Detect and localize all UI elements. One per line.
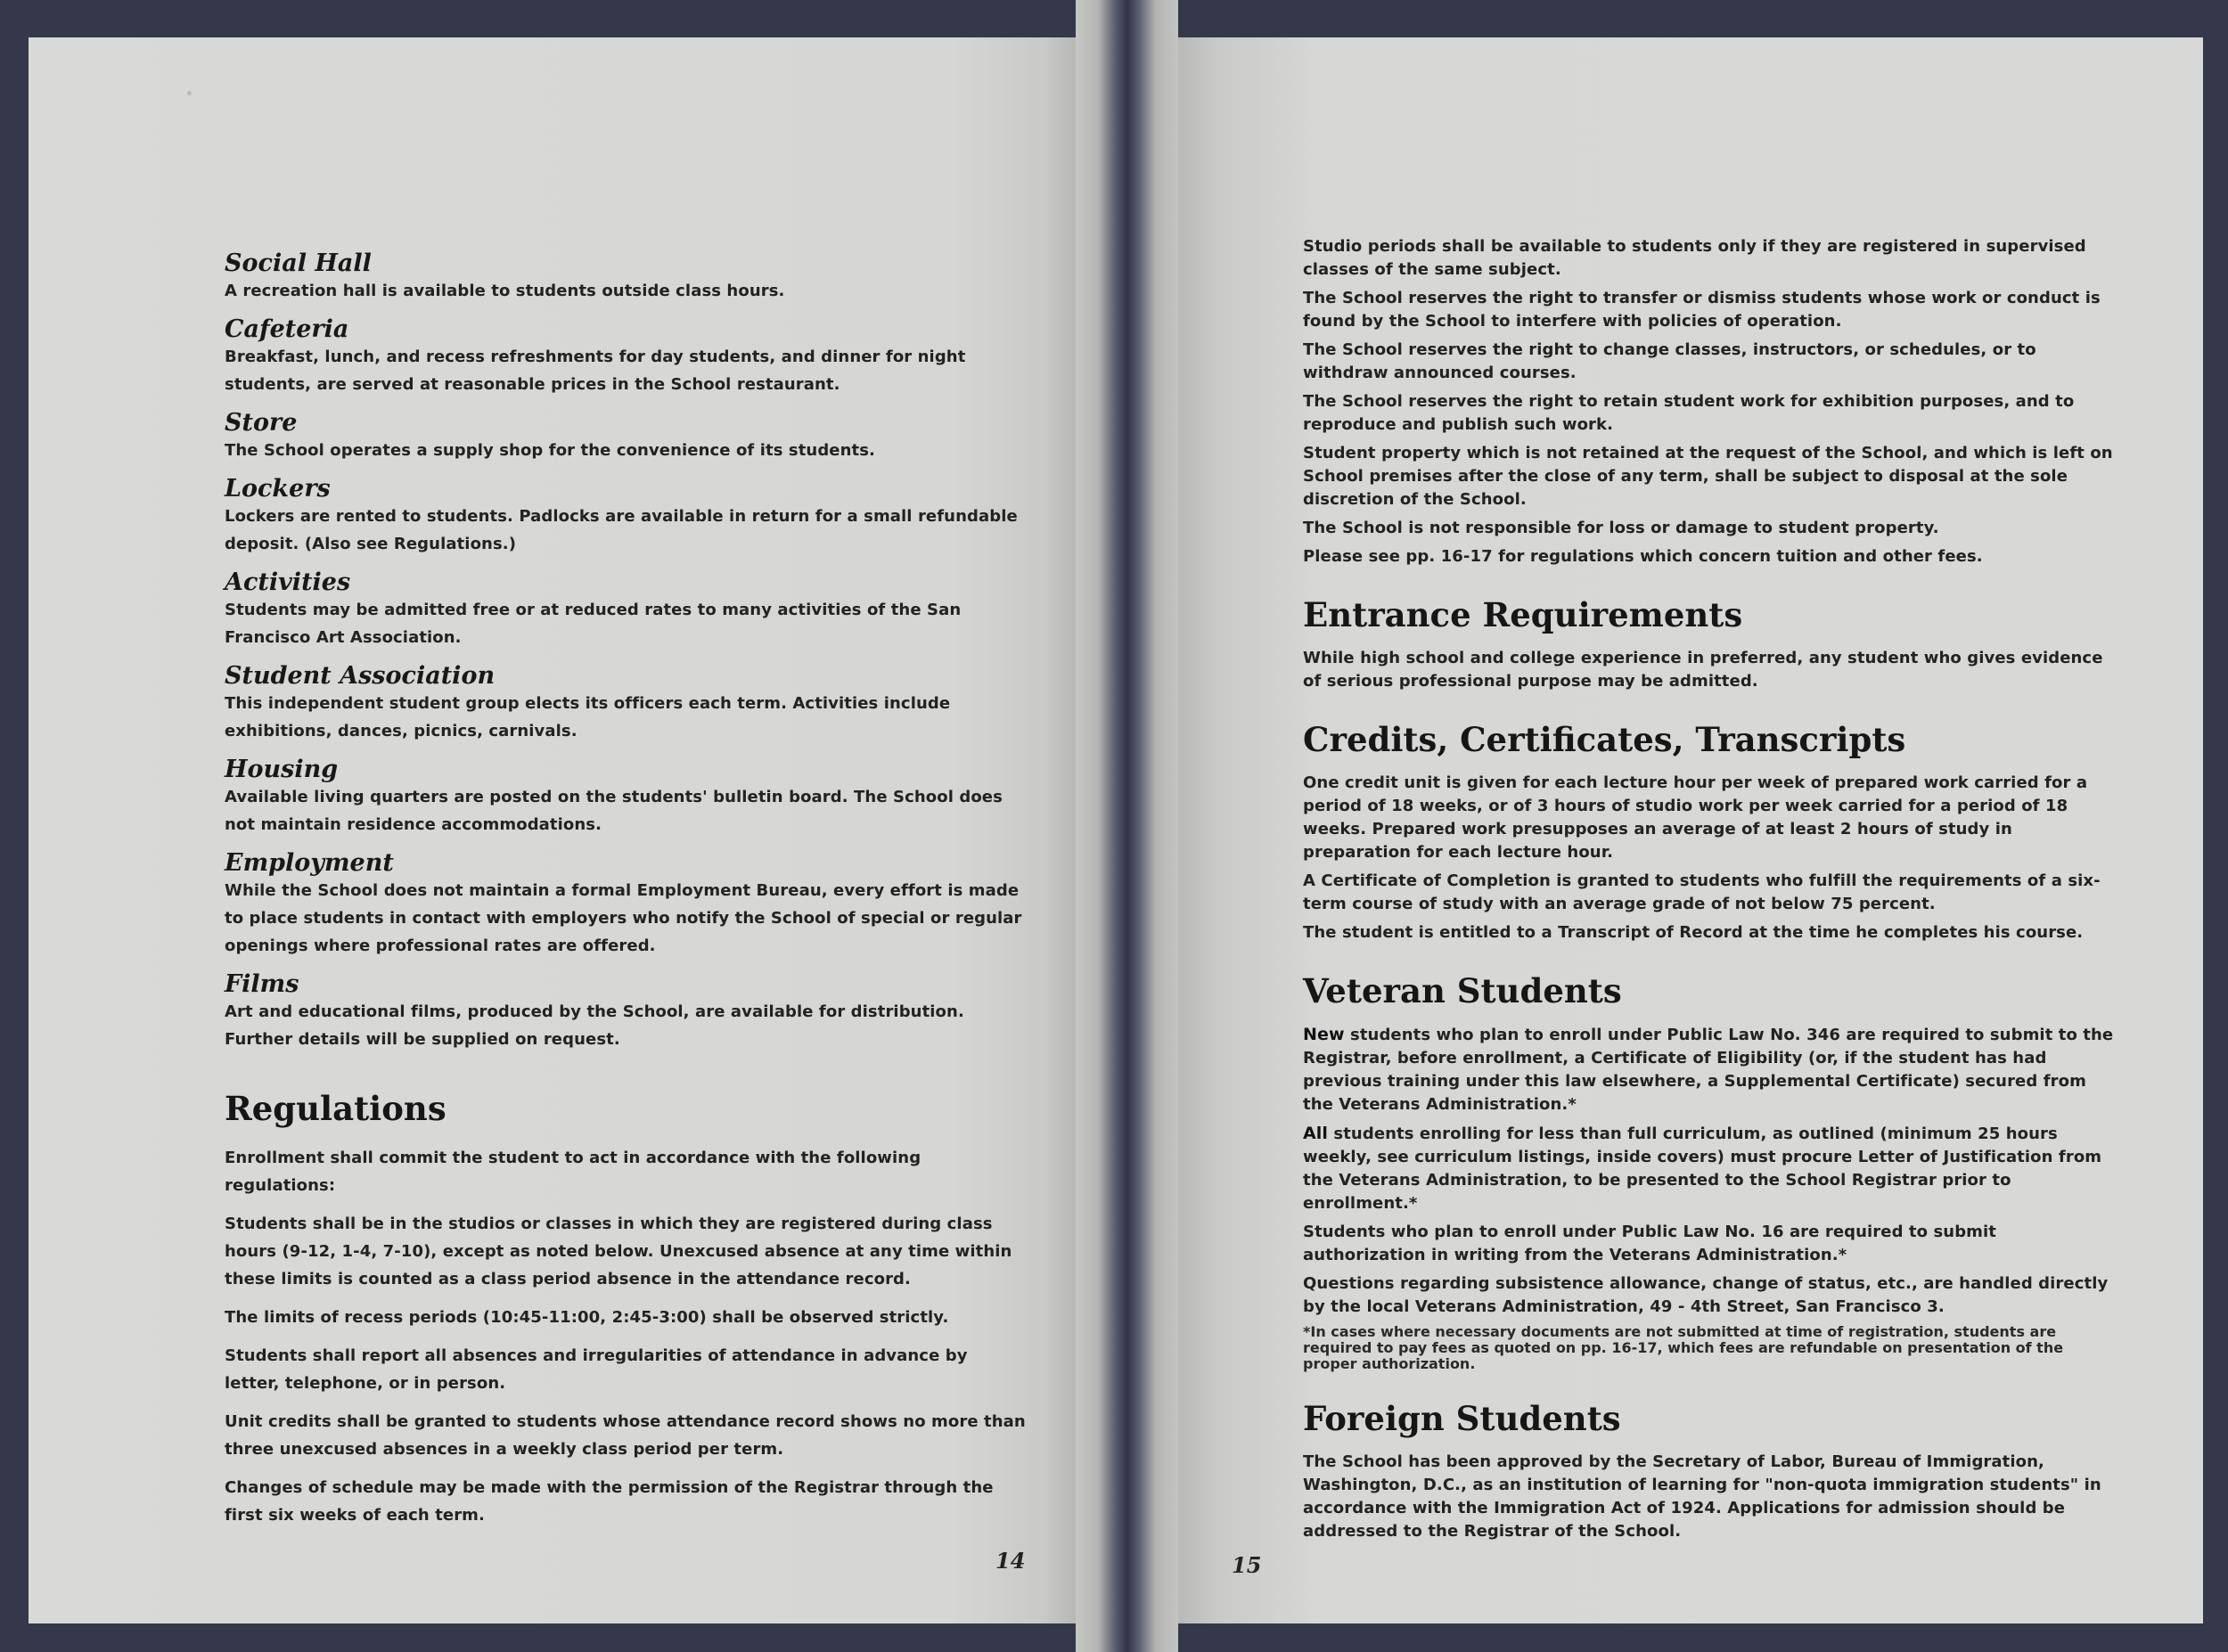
heading-entrance-requirements: Entrance Requirements [1303,595,1743,634]
intro-paragraph: Student property which is not retained at the request of the School, and which is left on School premises after the close of any term, shall be subject to disposal at the sole discretion of the School. [1303,444,2113,509]
credits-paragraph: A Certificate of Completion is granted to students who fulfill the requirements of a six-term course of study with an average grade of not below 75 percent. [1303,871,2101,913]
paper-speck [187,91,192,95]
paragraph-store: The School operates a supply shop for the convenience of its students. [225,441,875,460]
paragraph-cafeteria: Breakfast, lunch, and recess refreshments for day students, and dinner for night students, are served at reasonable prices in the School restaurant. [225,348,966,394]
heading-store: Store [225,409,298,437]
regulations-paragraph: Enrollment shall commit the student to act in accordance with the following regulations: [225,1149,922,1195]
intro-paragraph: The School reserves the right to change classes, instructors, or schedules, or to withdraw announced courses. [1303,340,2036,382]
page-number-right: 15 [1232,1552,1262,1578]
paragraph-employment: While the School does not maintain a formal Employment Bureau, every effort is made to place students in contact with employers who notify the School of special or regular openings where professional rates are offered. [225,881,1022,955]
paragraph-student-association: This independent student group elects its officers each term. Activities include exhibitions, dances, picnics, carnivals. [225,694,951,740]
paragraph-films: Art and educational films, produced by the School, are available for distribution. Further details will be supplied on request. [225,1002,964,1049]
right-page [1178,37,2203,1623]
intro-paragraph: Studio periods shall be available to students only if they are registered in supervised classes of the same subject. [1303,237,2086,279]
book-gutter [1076,0,1178,1652]
paragraph-activities: Students may be admitted free or at reduced rates to many activities of the San Francisco Art Association. [225,601,962,647]
veteran-all-paragraph [1303,1122,2116,1215]
intro-paragraph: The School reserves the right to transfer or dismiss students whose work or conduct is found by the School to interfere with policies of operation. [1303,289,2101,331]
heading-veteran-students: Veteran Students [1303,971,1622,1010]
intro-paragraph: The School reserves the right to retain student work for exhibition purposes, and to reproduce and publish such work. [1303,392,2075,434]
page-number-left: 14 [995,1548,1026,1574]
veteran-new-lead: New [1303,1025,1345,1044]
entrance-paragraph: While high school and college experience in preferred, any student who gives evidence of serious professional purpose may be admitted. [1303,649,2103,691]
regulations-paragraph: Students shall report all absences and irregularities of attendance in advance by letter, telephone, or in person. [225,1346,968,1393]
veteran-paragraph: Students who plan to enroll under Public Law No. 16 are required to submit authorization in writing from the Veterans Administration.* [1303,1223,1997,1264]
credits-paragraph: The student is entitled to a Transcript of Record at the time he completes his course. [1303,923,2084,942]
left-page [29,37,1076,1623]
paragraph-housing: Available living quarters are posted on the students' bulletin board. The School does not maintain residence accommodations. [225,788,1003,834]
veteran-all-text: students enrolling for less than full curriculum, as outlined (minimum 25 hours weekly, see curriculum listings, inside covers) must procure Letter of Justification from the Veterans Administration, to be presented to the School Registrar prior to enrollment.* [1303,1125,2102,1213]
heading-foreign-students: Foreign Students [1303,1399,1621,1438]
veteran-new-text: students who plan to enroll under Public Law No. 346 are required to submit to the Registrar, before enrollment, a Certificate of Eligibility (or, if the student has had previous training under this law elsewhere, a Supplemental Certificate) secured from the Veterans Administration.* [1303,1026,2114,1114]
heading-housing: Housing [225,756,339,783]
right-page-content [1303,235,2116,1549]
paragraph-social-hall: A recreation hall is available to students outside class hours. [225,282,785,300]
regulations-paragraph: Students shall be in the studios or classes in which they are registered during class hours (9-12, 1-4, 7-10), except as noted below. Unexcused absence at any time within these limits is counted as a class period absence in the attendance record. [225,1214,1012,1288]
heading-credits: Credits, Certificates, Transcripts [1303,720,1906,759]
heading-regulations: Regulations [225,1089,446,1128]
heading-lockers: Lockers [225,475,331,503]
veteran-new-paragraph [1303,1023,2116,1116]
heading-social-hall: Social Hall [225,249,372,277]
veteran-paragraph: Questions regarding subsistence allowance, change of status, etc., are handled directly by the local Veterans Administration, 49 - 4th Street, San Francisco 3. [1303,1274,2109,1316]
regulations-paragraph: Unit credits shall be granted to students whose attendance record shows no more than three unexcused absences in a weekly class period per term. [225,1412,1026,1459]
regulations-paragraph: The limits of recess periods (10:45-11:00, 2:45-3:00) shall be observed strictly. [225,1308,949,1327]
heading-employment: Employment [225,849,394,877]
heading-cafeteria: Cafeteria [225,315,349,343]
foreign-paragraph: The School has been approved by the Secretary of Labor, Bureau of Immigration, Washington, D.C., as an institution of learning for "non-quota immigration students" in accordance with the Immigration Act of 1924. Applications for admission should be addressed to the Registrar of the School. [1303,1452,2101,1541]
paragraph-lockers: Lockers are rented to students. Padlocks are available in return for a small refundable deposit. (Also see Regulations.) [225,507,1018,553]
left-page-content [225,249,1027,1540]
veteran-all-lead: All [1303,1124,1329,1143]
heading-student-association: Student Association [225,662,496,690]
credits-paragraph: One credit unit is given for each lecture hour per week of prepared work carried for a period of 18 weeks, or of 3 hours of studio work per week carried for a period of 18 weeks. Prepared work presupposes an average of at least 2 hours of study in preparation for each lecture hour. [1303,773,2088,862]
veteran-footnote: *In cases where necessary documents are not submitted at time of registration, students are required to pay fees as quoted on pp. 16-17, which fees are refundable on presentation of the proper authorization. [1303,1323,2064,1372]
heading-films: Films [225,970,299,998]
intro-paragraph: The School is not responsible for loss or damage to student property. [1303,519,1939,537]
regulations-paragraph: Changes of schedule may be made with the permission of the Registrar through the first six weeks of each term. [225,1478,994,1525]
heading-activities: Activities [225,568,351,596]
intro-paragraph: Please see pp. 16-17 for regulations which concern tuition and other fees. [1303,547,1983,566]
